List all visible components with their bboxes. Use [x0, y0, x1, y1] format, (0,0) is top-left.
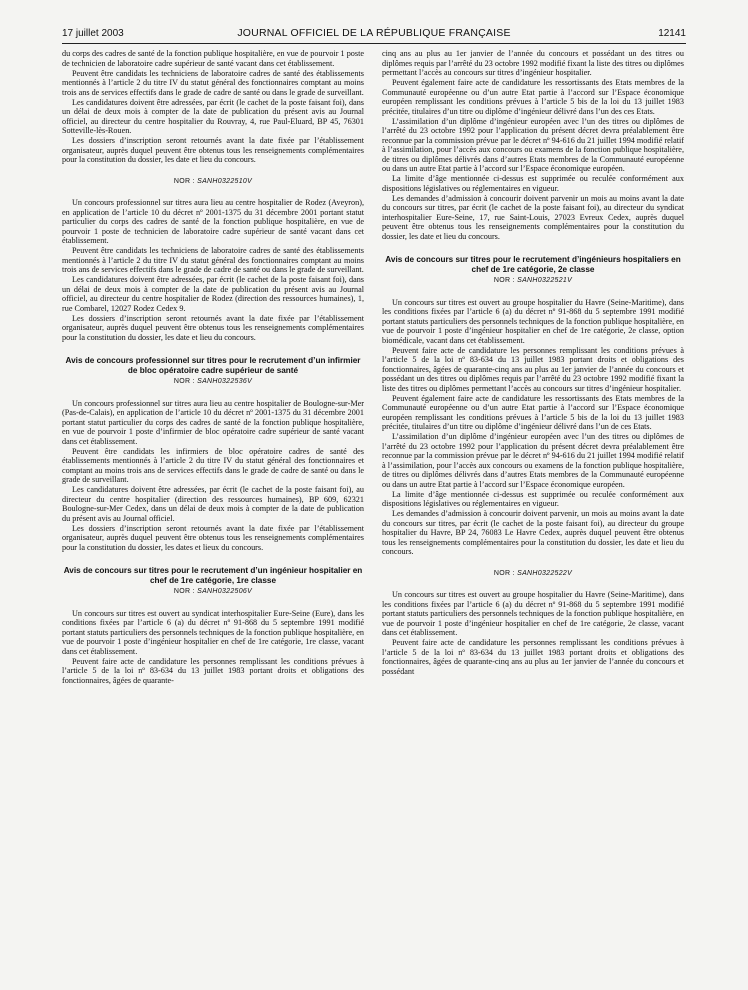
- section-heading: Avis de concours sur titres pour le recrutement d’ingénieurs hospitaliers en chef de 1re catégorie, 2e classe: [385, 255, 681, 274]
- journal-title: JOURNAL OFFICIEL DE LA RÉPUBLIQUE FRANÇAISE: [237, 27, 511, 39]
- paragraph: Un concours sur titres est ouvert au groupe hospitalier du Havre (Seine-Maritime), dans les conditions fixées par l’article 6 (a) du décret nº 91-868 du 5 septembre 1991 modifié portant statuts particuliers des personnels techniques de la fonction publique hospitalière, en vue de pourvoir 1 poste d’ingénieur hospitalier en chef de 1re catégorie, 2e classe, vacant dans cet établissement.: [382, 590, 684, 637]
- paragraph: Peuvent être candidats les techniciens de laboratoire cadres de santé des établissements mentionnés à l’article 2 du titre IV du statut général des fonctionnaires comptant au moins trois ans de services effectifs dans le grade de cadre de santé ou dans le grade de surveillant.: [62, 246, 364, 274]
- nor-prefix: NOR :: [493, 277, 518, 284]
- paragraph: Un concours professionnel sur titres aura lieu au centre hospitalier de Rodez (Aveyron), en application de l’article 10 du décret nº 2001-1375 du 31 décembre 2001 portant statut particulier du corps des cadres de santé de la fonction publique hospitalière, en vue de pourvoir 1 poste de technicien de laboratoire cadre supérieur de santé vacant dans cet établissement.: [62, 198, 364, 245]
- page-number: 12141: [658, 28, 686, 39]
- paragraph: Les candidatures doivent être adressées, par écrit (le cachet de la poste faisant foi), dans un délai de deux mois à compter de la date de publication du présent avis au Journal officiel, au directeur du centre hospitalier du Rouvray, 4, rue Paul-Eluard, BP 45, 76301 Sotteville-lès-Rouen.: [62, 97, 364, 135]
- nor-code: SANH0322536V: [197, 378, 253, 385]
- nor-reference: [382, 276, 684, 286]
- paragraph: Peuvent être candidats les infirmiers de bloc opératoire cadres de santé des établissements mentionnés à l’article 2 du titre IV du statut général des fonctionnaires et comptant au moins trois ans de services effectifs dans le grade de cadre de santé ou dans le grade de surveillant.: [62, 446, 364, 484]
- nor-reference: [62, 377, 364, 387]
- right-column: [382, 49, 684, 989]
- left-column: [62, 49, 364, 989]
- nor-reference: [382, 569, 684, 579]
- paragraph: La limite d’âge mentionnée ci-dessus est supprimée ou reculée conformément aux dispositions législatives ou réglementaires en vigueur.: [382, 174, 684, 193]
- nor-prefix: NOR :: [173, 378, 198, 385]
- paragraph: Les candidatures doivent être adressées, par écrit (le cachet de la poste faisant foi), au directeur du centre hospitalier (direction des ressources humaines), BP 609, 62321 Boulogne-sur-Mer Cedex, dans un délai de deux mois à compter de la date de publication du présent avis au Journal officiel.: [62, 485, 364, 523]
- nor-prefix: NOR :: [173, 177, 198, 185]
- paragraph: Un concours sur titres est ouvert au syndicat interhospitalier Eure-Seine (Eure), dans les conditions fixées par l’article 6 (a) du décret nº 91-868 du 5 septembre 1991 modifié portant statuts particuliers des personnels techniques de la fonction publique hospitalière, en vue de pourvoir 1 poste d’ingénieur hospitalier en chef de 1re catégorie, 1re classe, vacant dans cet établissement.: [62, 608, 364, 656]
- nor-prefix: NOR :: [173, 588, 198, 595]
- header-rule: [62, 43, 686, 44]
- paragraph: Peuvent faire acte de candidature les personnes remplissant les conditions prévues à l’article 5 de la loi nº 83-634 du 13 juillet 1983 portant droits et obligations des fonctionnaires, âgées de quarante-: [62, 656, 364, 685]
- nor-code: SANH0322506V: [197, 588, 253, 595]
- paragraph: Peuvent également faire acte de candidature les ressortissants des Etats membres de la Communauté européenne ou d’un autre Etat partie à l’accord sur l’Espace économique européen remplissant les conditions prévues à l’article 5 bis de la loi du 13 juillet 1983 précitée, titulaires d’un titre ou diplôme d’ingénieur délivré dans l’un des ces Etats.: [382, 78, 684, 116]
- nor-code: SANH0322521V: [517, 277, 573, 284]
- page-header: [62, 24, 686, 44]
- paragraph: du corps des cadres de santé de la fonction publique hospitalière, en vue de pourvoir 1 poste de technicien de laboratoire cadre supérieur de santé vacant dans cet établissement.: [62, 49, 364, 68]
- paragraph: Les dossiers d’inscription seront retournés avant la date fixée par l’établissement organisateur, auprès duquel peuvent être obtenus tous les renseignements complémentaires pour la constitution du dossier, les dates et lieux du concours.: [62, 523, 364, 552]
- paragraph: Les demandes d’admission à concourir doivent parvenir, un mois au moins avant la date du concours sur titres, par écrit (le cachet de la poste faisant foi), au directeur du groupe hospitalier du Havre, BP 24, 76083 Le Havre Cedex, auprès duquel peuvent être obtenus tous les renseignements complémentaires pour la constitution du dossier, les date et lieu du concours.: [382, 509, 684, 556]
- nor-reference: [62, 177, 364, 187]
- paragraph: L’assimilation d’un diplôme d’ingénieur européen avec l’un des titres ou diplômes de l’arrêté du 23 octobre 1992 pour l’application du présent décret devra préalablement être reconnue par la commission prévue par le décret nº 94-616 du 21 juillet 1994 modifié relatif à l’assimilation, pour l’accès aux concours ou examens de la fonction publique hospitalière, de titres ou diplômes délivrés dans d’autres Etats membres de la Communauté européenne ou dans un autre Etat partie à l’accord sur l’Espace économique européen.: [382, 116, 684, 173]
- paragraph: Peuvent également faire acte de candidature les ressortissants des Etats membres de la Communauté européenne ou d’un autre Etat partie à l’accord sur l’Espace économique européen remplissant les conditions prévues à l’article 5 bis de la loi du 13 juillet 1983 précitée, titulaires d’un titre ou diplôme d’ingénieur délivré dans l’un de ces Etats.: [382, 393, 684, 431]
- paragraph: La limite d’âge mentionnée ci-dessus est supprimée ou reculée conformément aux dispositions législatives ou réglementaires en vigueur.: [382, 489, 684, 508]
- nor-reference: [62, 587, 364, 597]
- nor-code: SANH0322510V: [197, 177, 253, 185]
- paragraph: Les candidatures doivent être adressées, par écrit (le cachet de la poste faisant foi), dans un délai de deux mois à compter de la date de publication du présent avis au Journal officiel, au directeur du centre hospitalier de Rodez (direction des ressources humaines), 1, rue Combarel, 12027 Rodez Cedex 9.: [62, 275, 364, 313]
- paragraph: Un concours professionnel sur titres aura lieu au centre hospitalier de Boulogne-sur-Mer (Pas-de-Calais), en application de l’article 10 du décret nº 2001-1375 du 31 décembre 2001 portant statut particulier du corps des cadres de santé de la fonction publique hospitalière, en vue de pourvoir 1 poste d’infirmier de bloc opératoire cadre supérieur de santé vacant dans cet établissement.: [62, 398, 364, 446]
- paragraph: Peuvent faire acte de candidature les personnes remplissant les conditions prévues à l’article 5 de la loi nº 83-634 du 13 juillet 1983 portant droits et obligations des fonctionnaires, âgées de quarante-cinq ans au plus au 1er janvier de l’année du concours et possédant: [382, 638, 684, 676]
- paragraph: Peuvent faire acte de candidature les personnes remplissant les conditions prévues à l’article 5 de la loi nº 83-634 du 13 juillet 1983 portant droits et obligations des fonctionnaires, âgées de quarante-cinq ans au plus au 1er janvier de l’année du concours et possédant un des titres ou diplômes requis par l’arrêté du 23 octobre 1992 modifié fixant la liste des titres ou diplômes permettant l’accès au concours sur titres d’ingénieur hospitalier.: [382, 345, 684, 393]
- header-date: 17 juillet 2003: [62, 28, 124, 39]
- paragraph: Peuvent être candidats les techniciens de laboratoire cadres de santé des établissements mentionnés à l’article 2 du titre IV du statut général des fonctionnaires comptant au moins trois ans de services effectifs dans le grade de cadre de santé ou dans le grade de surveillant.: [62, 68, 364, 97]
- paragraph: Les demandes d’admission à concourir doivent parvenir un mois au moins avant la date du concours sur titres, par écrit (le cachet de la poste faisant foi), au directeur du syndicat interhospitalier Eure-Seine, 17, rue Saint-Louis, 27023 Evreux Cedex, auprès duquel peuvent être obtenus tous les renseignements complémentaires pour la constitution du dossier, les date et lieu du concours.: [382, 193, 684, 241]
- nor-prefix: NOR :: [493, 569, 518, 577]
- paragraph: Les dossiers d’inscription seront retournés avant la date fixée par l’établissement organisateur, auprès duquel peuvent être obtenus tous les renseignements complémentaires pour la constitution du dossier, les date et lieu du concours.: [62, 136, 364, 164]
- paragraph: Un concours sur titres est ouvert au groupe hospitalier du Havre (Seine-Maritime), dans les conditions fixées par l’article 6 (a) du décret nº 91-868 du 5 septembre 1991 modifié portant statuts particuliers des personnels techniques de la fonction publique hospitalière, en vue de pourvoir 1 poste d’ingénieur hospitalier en chef de 1re catégorie, 2e classe, option biomédicale, vacant dans cet établissement.: [382, 297, 684, 345]
- paragraph: Les dossiers d’inscription seront retournés avant la date fixée par l’établissement organisateur, auprès duquel peuvent être obtenus tous les renseignements complémentaires pour la constitution du dossier, les date et lieu du concours.: [62, 313, 364, 342]
- nor-code: SANH0322522V: [517, 569, 573, 577]
- section-heading: Avis de concours sur titres pour le recrutement d’un ingénieur hospitalier en chef de 1re catégorie, 1re classe: [63, 566, 363, 585]
- paragraph: L’assimilation d’un diplôme d’ingénieur européen avec l’un des titres ou diplômes de l’arrêté du 23 octobre 1992 pour l’application du présent décret devra préalablement être reconnue par la commission prévue par le décret nº 94-616 du 21 juillet 1994 modifié relatif à l’assimilation, pour l’accès aux concours ou examens de la fonction publique hospitalière, de titres ou diplômes délivrés dans d’autres Etats membres de la Communauté européenne ou dans un autre Etat partie à l’accord sur l’Espace économique européen.: [382, 432, 684, 489]
- paragraph: cinq ans au plus au 1er janvier de l’année du concours et possédant un des titres ou diplômes requis par l’arrêté du 23 octobre 1992 modifié fixant la liste des titres ou diplômes permettant l’accès au concours sur titres d’ingénieur hospitalier.: [382, 49, 684, 77]
- section-heading: Avis de concours professionnel sur titres pour le recrutement d’un infirmier de bloc opératoire cadre supérieur de santé: [65, 356, 361, 375]
